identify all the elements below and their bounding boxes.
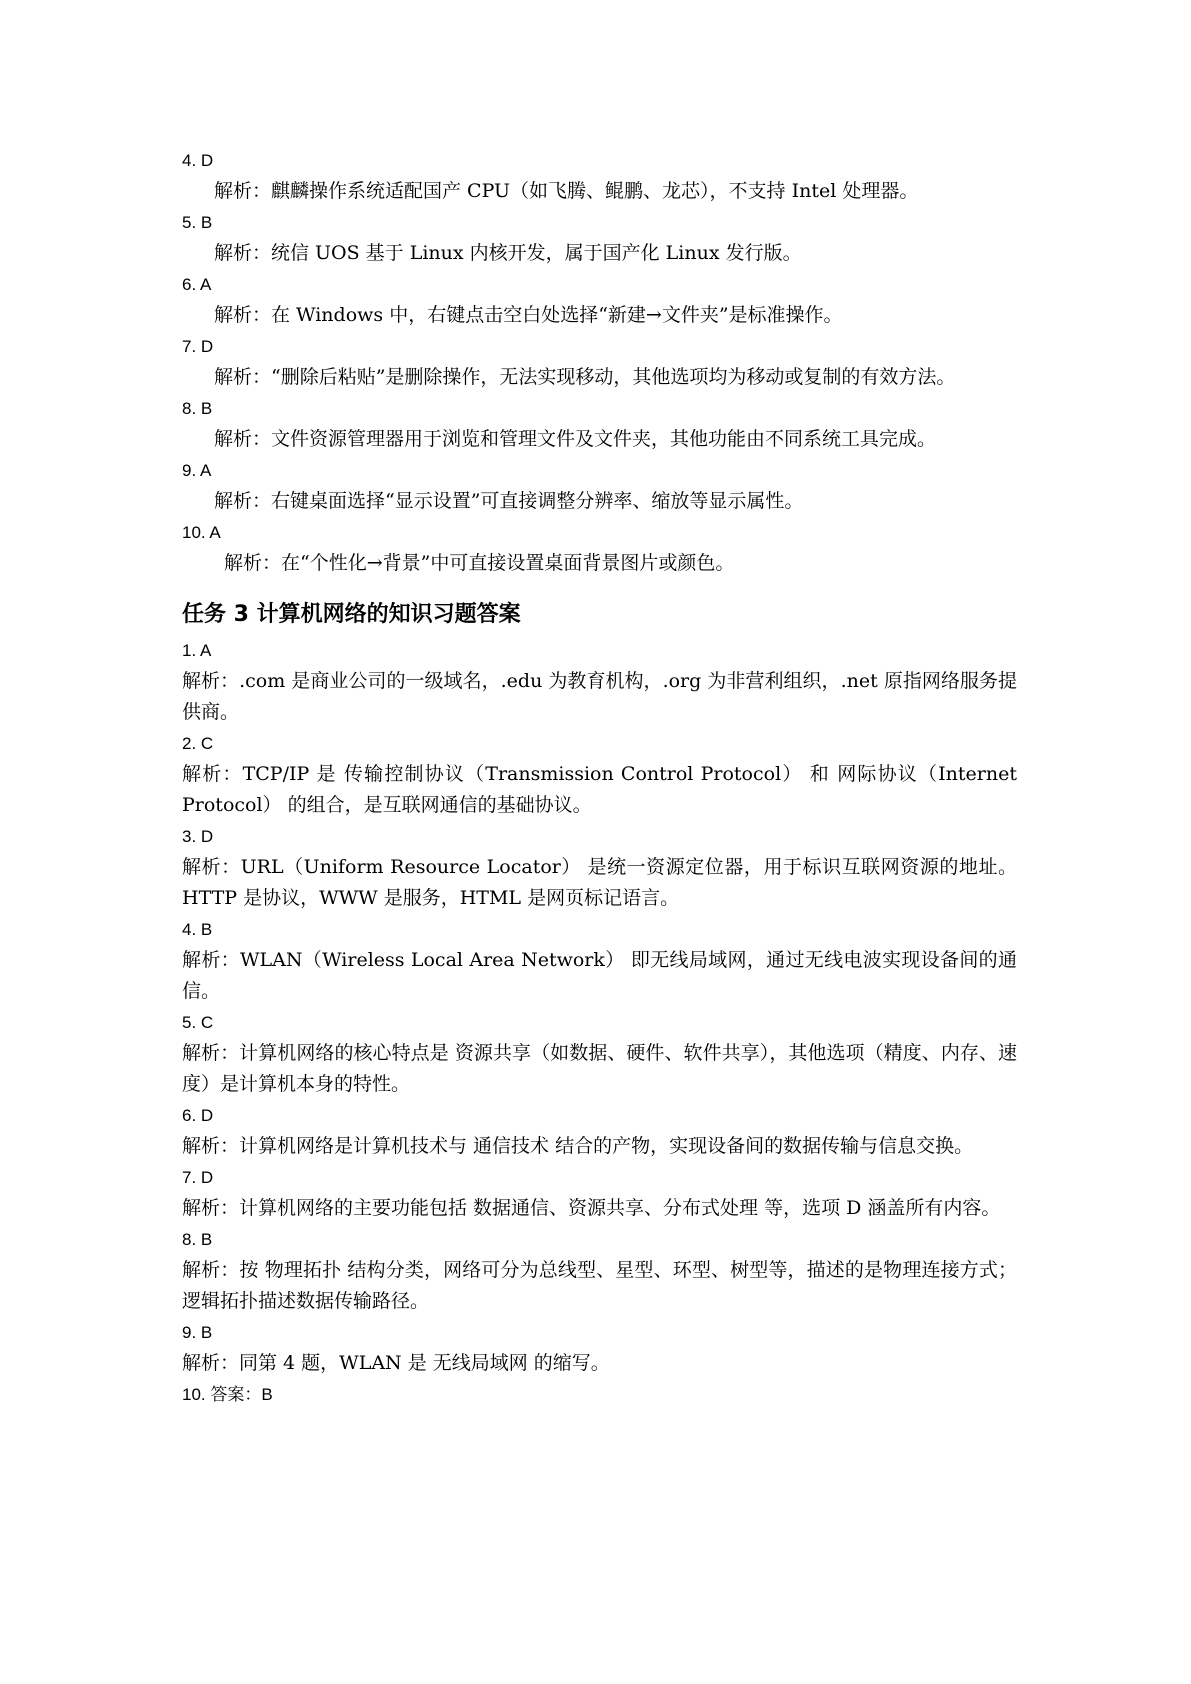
answer-item xyxy=(0,1317,1191,1379)
answer-explanation: 解析：同第 4 题，WLAN 是 无线局域网 的缩写。 xyxy=(182,1352,610,1374)
answer-item xyxy=(0,331,1191,393)
answer-explanation: 解析：计算机网络是计算机技术与 通信技术 结合的产物，实现设备间的数据传输与信息交换。 xyxy=(182,1135,974,1157)
answer-explanation: 解析：统信 UOS 基于 Linux 内核开发，属于国产化 Linux 发行版。 xyxy=(214,242,802,264)
answer-number: 10. A xyxy=(182,523,221,542)
answer-number: 7. D xyxy=(182,1168,214,1187)
section-3-answers xyxy=(0,635,1191,1410)
answer-explanation: 解析：按 物理拓扑 结构分类，网络可分为总线型、星型、环型、树型等，描述的是物理连接方式；逻辑拓扑描述数据传输路径。 xyxy=(182,1259,1017,1312)
answer-item xyxy=(0,269,1191,331)
answer-item xyxy=(0,455,1191,517)
answer-item xyxy=(0,1162,1191,1224)
answer-item xyxy=(0,914,1191,1007)
answer-number: 1. A xyxy=(182,641,212,660)
answer-item xyxy=(0,207,1191,269)
answer-number: 9. B xyxy=(182,1323,213,1342)
answer-number: 5. B xyxy=(182,213,213,232)
answer-number: 2. C xyxy=(182,734,214,753)
answer-number: 6. D xyxy=(182,1106,214,1125)
answer-item xyxy=(0,393,1191,455)
answer-number: 3. D xyxy=(182,827,214,846)
section-3-title: 任务 3 计算机网络的知识习题答案 xyxy=(182,602,521,627)
answer-number: 9. A xyxy=(182,461,212,480)
answer-number: 4. D xyxy=(182,151,214,170)
answer-item xyxy=(0,1007,1191,1100)
answer-explanation: 解析：麒麟操作系统适配国产 CPU（如飞腾、鲲鹏、龙芯），不支持 Intel 处理器。 xyxy=(214,180,919,202)
answer-item xyxy=(0,145,1191,207)
answer-explanation: 解析：右键桌面选择“显示设置”可直接调整分辨率、缩放等显示属性。 xyxy=(214,490,804,512)
answer-explanation: 解析：计算机网络的核心特点是 资源共享（如数据、硬件、软件共享），其他选项（精度、内存、速度）是计算机本身的特性。 xyxy=(182,1042,1017,1095)
answer-explanation: 解析：在“个性化→背景”中可直接设置桌面背景图片或颜色。 xyxy=(224,552,735,574)
answer-item xyxy=(0,1100,1191,1162)
answer-number: 10. 答案：B xyxy=(182,1385,273,1404)
answer-explanation: 解析：文件资源管理器用于浏览和管理文件及文件夹，其他功能由不同系统工具完成。 xyxy=(214,428,937,450)
answer-item xyxy=(0,517,1191,579)
answer-item xyxy=(0,1224,1191,1317)
answer-explanation: 解析：“删除后粘贴”是删除操作，无法实现移动，其他选项均为移动或复制的有效方法。 xyxy=(214,366,956,388)
answer-explanation: 解析：.com 是商业公司的一级域名，.edu 为教育机构，.org 为非营利组织，.net 原指网络服务提供商。 xyxy=(182,670,1017,723)
answer-number: 6. A xyxy=(182,275,212,294)
answer-item xyxy=(0,728,1191,821)
answer-item xyxy=(0,821,1191,914)
answer-explanation: 解析：计算机网络的主要功能包括 数据通信、资源共享、分布式处理 等，选项 D 涵盖所有内容。 xyxy=(182,1197,1001,1219)
answer-number: 8. B xyxy=(182,399,213,418)
answer-number: 7. D xyxy=(182,337,214,356)
answer-explanation: 解析：在 Windows 中，右键点击空白处选择“新建→文件夹”是标准操作。 xyxy=(214,304,843,326)
answer-explanation: 解析：TCP/IP 是 传输控制协议（Transmission Control Protocol） 和 网际协议（Internet Protocol） 的组合，是互联网通信的基础协议。 xyxy=(182,763,1017,816)
answer-item xyxy=(0,635,1191,728)
answer-item xyxy=(0,1379,1191,1410)
answer-number: 4. B xyxy=(182,920,213,939)
answer-number: 8. B xyxy=(182,1230,213,1249)
answer-number: 5. C xyxy=(182,1013,214,1032)
answer-explanation: 解析：WLAN（Wireless Local Area Network） 即无线局域网，通过无线电波实现设备间的通信。 xyxy=(182,949,1017,1002)
section-2-answers xyxy=(0,145,1191,1410)
answer-explanation: 解析：URL（Uniform Resource Locator） 是统一资源定位器，用于标识互联网资源的地址。HTTP 是协议，WWW 是服务，HTML 是网页标记语言。 xyxy=(182,856,1017,909)
